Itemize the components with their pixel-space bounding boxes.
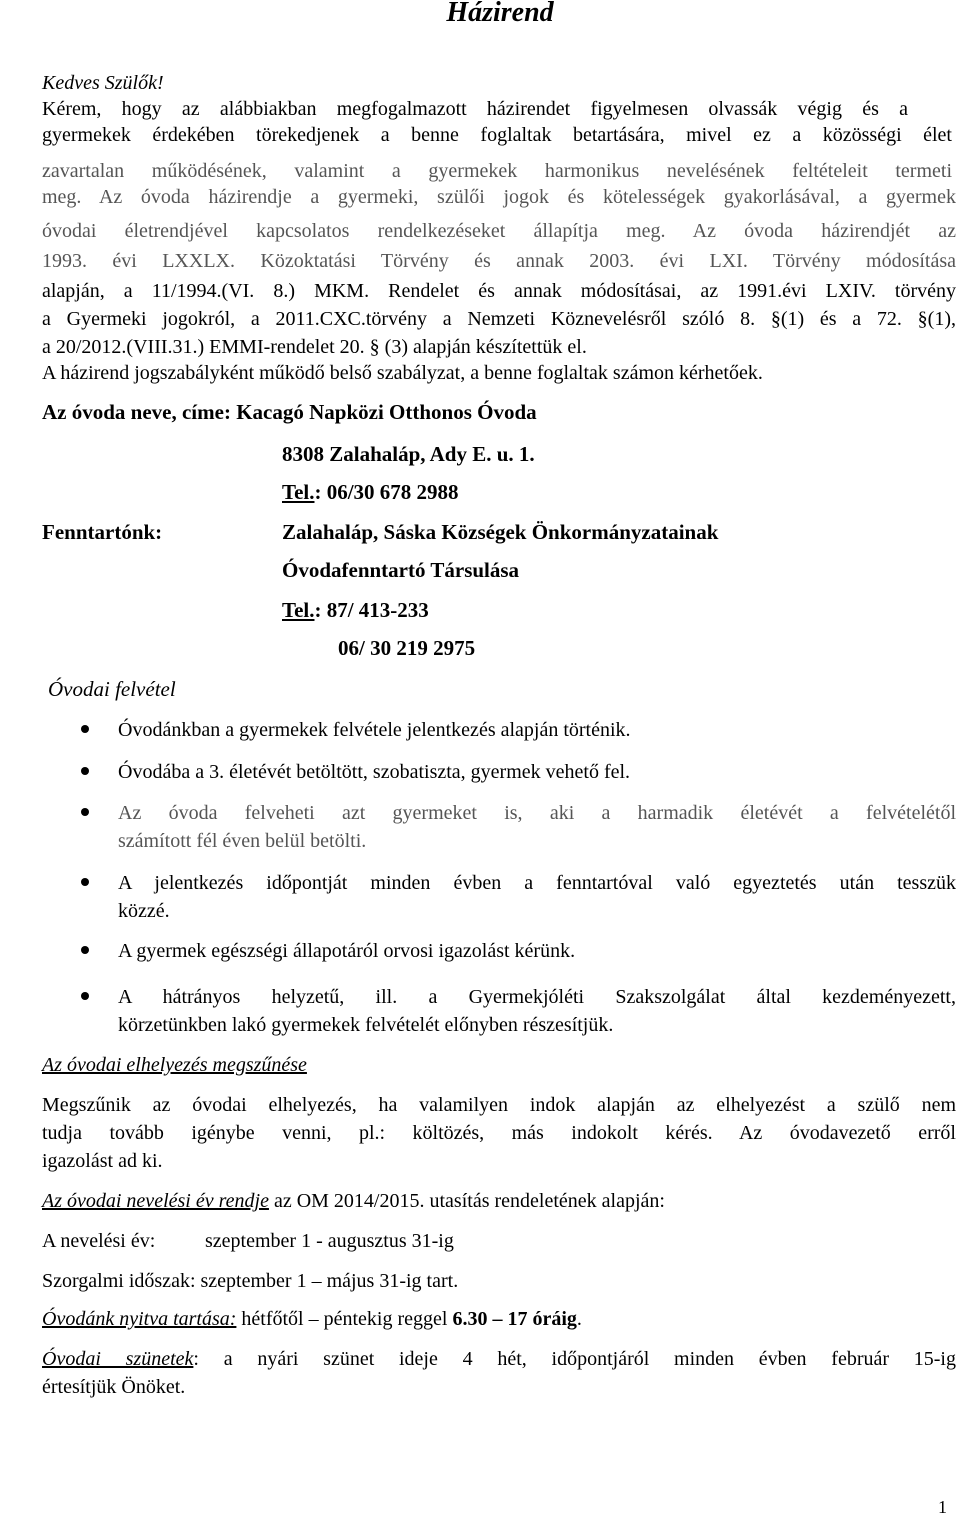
holidays-text: : a nyári szünet ideje 4 hét, időpontjáról minden évben február 15-ig [193, 1348, 956, 1370]
opening-end: . [576, 1308, 582, 1330]
maintainer-phone-2: 06/ 30 219 2975 [338, 636, 476, 660]
holidays-row [42, 1346, 956, 1372]
school-year-heading-row [42, 1188, 665, 1214]
kindergarten-address: 8308 Zalahaláp, Ady E. u. 1. [282, 442, 535, 466]
holidays-label: Óvodai szünetek [42, 1348, 194, 1370]
bullet-icon [81, 946, 89, 954]
admission-item: Óvodába a 3. életévét betöltött, szobatiszta, gyermek vehető fel. [118, 761, 631, 783]
admission-item: A gyermek egészségi állapotáról orvosi igazolást kérünk. [118, 940, 576, 962]
school-year-label: A nevelési év: [42, 1230, 156, 1252]
maintainer-label: Fenntartónk: [42, 520, 163, 544]
bullet-icon [81, 725, 89, 733]
intro-line: zavartalan működésének, valamint a gyermekek harmonikus nevelésének feltételeit termeti [42, 160, 952, 182]
maintainer-name-line1: Zalahaláp, Sáska Községek Önkormányzatainak [282, 520, 719, 544]
school-year-heading: Az óvodai nevelési év rendje [42, 1190, 269, 1212]
holidays-line2: értesítjük Önöket. [42, 1376, 186, 1398]
kindergarten-name-row [42, 398, 537, 426]
phone-label: Tel. [282, 598, 315, 622]
school-year-heading-rest: az OM 2014/2015. utasítás rendeletének alapján: [268, 1190, 665, 1212]
school-year-value: szeptember 1 - augusztus 31-ig [205, 1230, 454, 1252]
intro-line: óvodai életrendjével kapcsolatos rendelkezéseket állapítja meg. Az óvoda házirendjét az [42, 220, 956, 242]
opening-hours-row [42, 1306, 582, 1332]
intro-line: 1993. évi LXXLX. Közoktatási Törvény és annak 2003. évi LXI. Törvény módosítása [42, 250, 956, 272]
phone-label: Tel. [282, 480, 315, 504]
opening-days: hétfőtől – péntekig reggel [236, 1308, 453, 1330]
termination-heading: Az óvodai elhelyezés megszűnése [42, 1054, 307, 1076]
opening-hours: 6.30 – 17 óráig [452, 1308, 577, 1330]
termination-line: igazolást ad ki. [42, 1150, 163, 1172]
bullet-icon [81, 808, 89, 816]
admission-item-cont: közzé. [118, 900, 170, 922]
admission-item: A jelentkezés időpontját minden évben a fenntartóval való egyeztetés után tesszük [118, 872, 956, 894]
intro-line: alapján, a 11/1994.(VI. 8.) MKM. Rendelet és annak módosításai, az 1991.évi LXIV. törvény [42, 280, 956, 302]
school-term-label: Szorgalmi időszak: [42, 1270, 196, 1292]
admission-item-cont: körzetünkben lakó gyermekek felvételét előnyben részesítjük. [118, 1014, 614, 1036]
page-title: Házirend [446, 0, 554, 28]
intro-line: Kérem, hogy az alábbiakban megfogalmazott házirendet figyelmesen olvassák végig és a [42, 98, 908, 120]
bullet-icon [81, 767, 89, 775]
intro-line: meg. Az óvoda házirendje a gyermeki, szülői jogok és kötelességek gyakorlásával, a gyermek [42, 186, 956, 208]
maintainer-phone-1: : 87/ 413-233 [314, 598, 429, 622]
intro-line: gyermekek érdekében törekedjenek a benne foglaltak betartására, mivel ez a közösségi élet [42, 124, 952, 146]
kindergarten-name: Kacagó Napközi Otthonos Óvoda [236, 400, 537, 424]
admission-heading: Óvodai felvétel [48, 677, 176, 701]
school-term-row [42, 1268, 458, 1294]
bullet-icon [81, 992, 89, 1000]
admission-item: Óvodánkban a gyermekek felvétele jelentkezés alapján történik. [118, 719, 631, 741]
school-term-value: szeptember 1 – május 31-ig tart. [200, 1270, 459, 1292]
intro-line: A házirend jogszabályként működő belső szabályzat, a benne foglaltak számon kérhetőek. [42, 362, 763, 384]
admission-item: Az óvoda felveheti azt gyermeket is, aki a harmadik életévét a felvételétől [118, 802, 956, 824]
admission-item-cont: számított fél éven belül betölti. [118, 830, 367, 852]
maintainer-name-line2: Óvodafenntartó Társulása [282, 558, 520, 582]
termination-line: Megszűnik az óvodai elhelyezés, ha valamilyen indok alapján az elhelyezést a szülő nem [42, 1094, 956, 1116]
intro-line: a 20/2012.(VIII.31.) EMMI-rendelet 20. § (3) alapján készítettük el. [42, 336, 587, 358]
kindergarten-phone: : 06/30 678 2988 [314, 480, 459, 504]
termination-line: tudja tovább igénybe venni, pl.: költözés, más indokolt kérés. Az óvodavezető erről [42, 1122, 956, 1144]
opening-label: Óvodánk nyitva tartása: [42, 1308, 237, 1330]
kindergarten-phone-row [282, 478, 459, 506]
bullet-icon [81, 878, 89, 886]
greeting: Kedves Szülők! [42, 72, 164, 94]
maintainer-phone-row [282, 596, 429, 624]
admission-item: A hátrányos helyzetű, ill. a Gyermekjóléti Szakszolgálat által kezdeményezett, [118, 986, 956, 1008]
intro-line: a Gyermeki jogokról, a 2011.CXC.törvény a Nemzeti Köznevelésről szóló 8. §(1) és a 72. §(1), [42, 308, 956, 330]
page-number: 1 [938, 1497, 947, 1517]
kindergarten-label: Az óvoda neve, címe: [42, 400, 231, 424]
